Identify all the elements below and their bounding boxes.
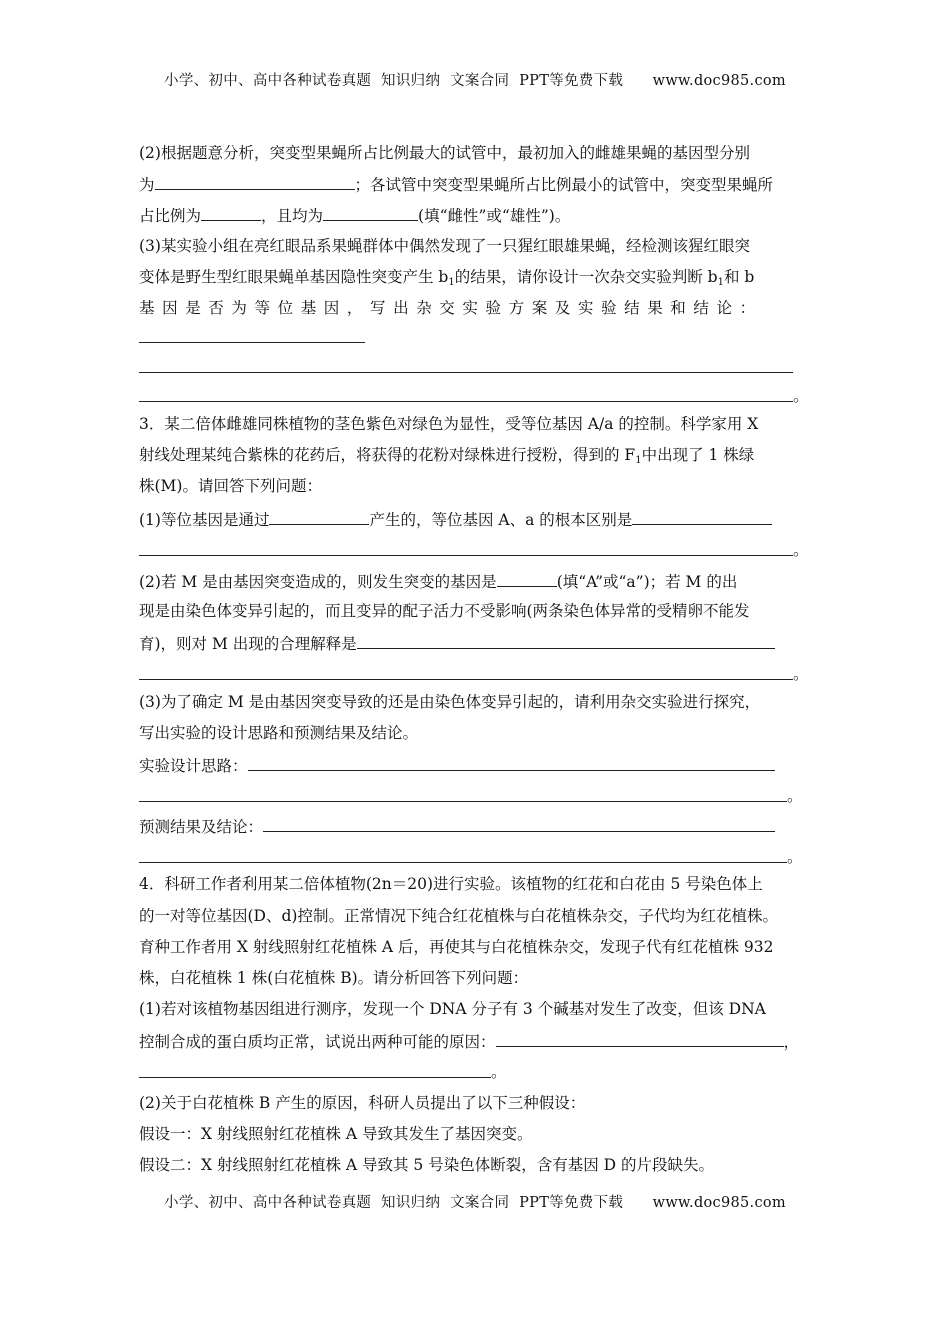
q2-part3-line1: (3)某实验小组在亮红眼品系果蝇群体中偶然发现了一只猩红眼雄果蝇，经检测该猩红眼突 [139,237,750,255]
answer-blank[interactable] [323,204,418,221]
q4-stem-line4: 株，白花植株 1 株(白花植株 B)。请分析回答下列问题： [139,969,529,987]
q4-part1-line2: 控制合成的蛋白质均正常，试说出两种可能的原因： ， [139,1030,799,1052]
answer-line[interactable] [139,372,793,373]
q3-stem-line3: 株(M)。请回答下列问题： [139,477,322,495]
answer-blank[interactable] [155,173,355,190]
q3-stem-line2: 射线处理某纯合紫株的花药后，将获得的花粉对绿株进行授粉，得到的 $F_1$中出现了 1 株绿 [139,446,755,466]
hypothesis-2: 假设二：X 射线照射红花植株 A 导致其 5 号染色体断裂，含有基因 D 的片段缺失。 [139,1156,715,1174]
q4-stem-line1: 4．科研工作者利用某二倍体植物(2n＝20)进行实验。该植物的红花和白花由 5 号染色体上 [139,875,763,893]
answer-line[interactable] [139,1077,491,1078]
page-footer: 小学、初中、高中各种试卷真题 知识归纳 文案合同 PPT等免费下载 www.doc985.com [164,1195,786,1211]
end-mark: 。 [793,541,809,559]
q3-part3-line1: (3)为了确定 M 是由基因突变导致的还是由染色体变异引起的，请利用杂交实验进行探究， [139,693,761,711]
q3-part2-line3: 育)，则对 M 出现的合理解释是 [139,632,775,654]
answer-line[interactable] [139,679,793,680]
answer-blank[interactable] [496,1030,784,1047]
result-label-line [139,815,775,837]
answer-blank[interactable] [248,754,775,771]
end-mark: 。 [491,1063,507,1081]
q2-part3-line2: 变体是野生型红眼果蝇单基因隐性突变产生 $b_1$的结果，请你设计一次杂交实验判断 $b_1$和 b [139,268,755,288]
answer-blank[interactable] [263,815,775,832]
answer-line[interactable] [139,342,365,343]
end-mark: 。 [793,387,809,405]
answer-line[interactable] [139,555,793,556]
q2-part2-line1: (2)根据题意分析，突变型果蝇所占比例最大的试管中，最初加入的雌雄果蝇的基因型分别 [139,144,750,162]
q3-stem-line1: 3．某二倍体雌雄同株植物的茎色紫色对绿色为显性，受等位基因 A/a 的控制。科学家用 X [139,415,759,433]
answer-blank[interactable] [632,508,772,525]
q2-part3-line3: 基因是否为等位基因，写出杂交实验方案及实验结果和结论： [139,299,763,317]
page-header: 小学、初中、高中各种试卷真题 知识归纳 文案合同 PPT等免费下载 www.doc985.com [164,73,786,89]
end-mark: 。 [787,787,803,805]
q3-part1-line1: (1)等位基因是通过 产生的，等位基因 A、a 的根本区别是 [139,508,772,530]
end-mark: 。 [793,665,809,683]
hypothesis-1: 假设一：X 射线照射红花植株 A 导致其发生了基因突变。 [139,1125,533,1143]
q4-stem-line2: 的一对等位基因(D、d)控制。正常情况下纯合红花植株与白花植株杂交，子代均为红花植株。 [139,907,778,925]
design-label: 实验设计思路： [139,757,248,775]
q3-part2-line2: 现是由染色体变异引起的，而且变异的配子活力不受影响(两条染色体异常的受精卵不能发 [139,602,750,620]
q4-part2-line1: (2)关于白花植株 B 产生的原因，科研人员提出了以下三种假设： [139,1094,586,1112]
end-mark: 。 [787,848,803,866]
q2-part2-line3: 占比例为 ，且均为 (填“雌性”或“雄性”)。 [139,204,570,226]
result-label: 预测结果及结论： [139,818,264,836]
answer-blank[interactable] [269,508,369,525]
q3-part3-line2: 写出实验的设计思路和预测结果及结论。 [139,724,419,742]
design-label-line [139,754,775,776]
answer-blank[interactable] [497,570,557,587]
q4-stem-line3: 育种工作者用 X 射线照射红花植株 A 后，再使其与白花植株杂交，发现子代有红花植株 932 [139,938,774,956]
q3-part2-line1: (2)若 M 是由基因突变造成的，则发生突变的基因是 (填“A”或“a”)；若 M 的出 [139,570,737,592]
answer-blank[interactable] [201,204,261,221]
answer-line[interactable] [139,801,787,802]
answer-blank[interactable] [357,632,775,649]
answer-line[interactable] [139,862,787,863]
answer-line[interactable] [139,401,793,402]
q2-part2-line2: 为 ；各试管中突变型果蝇所占比例最小的试管中，突变型果蝇所 [139,173,773,195]
q4-part1-line1: (1)若对该植物基因组进行测序，发现一个 DNA 分子有 3 个碱基对发生了改变，但该 DNA [139,1000,766,1018]
